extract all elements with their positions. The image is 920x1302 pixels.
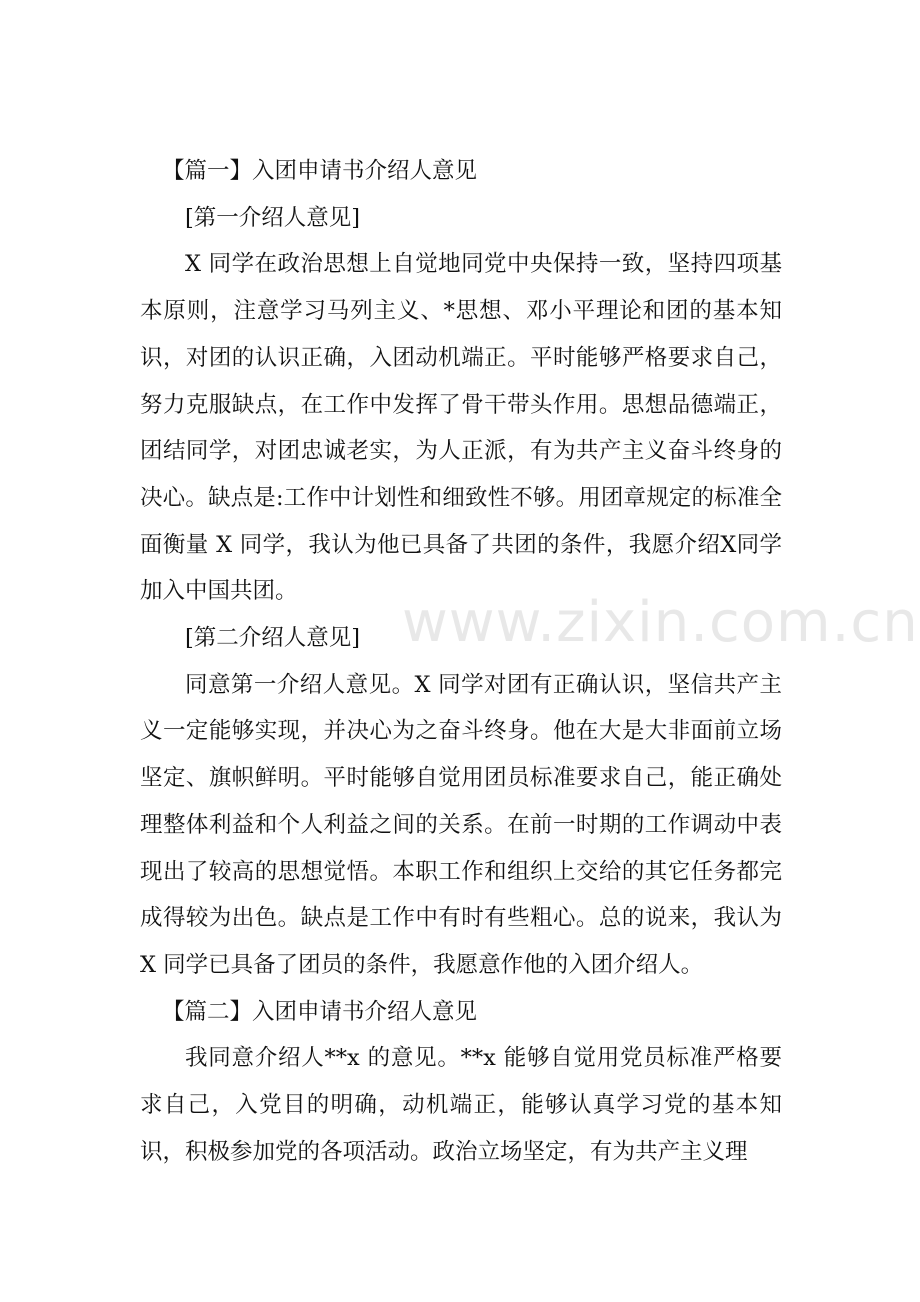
subheading-first-sponsor: [第一介绍人意见] bbox=[185, 204, 361, 231]
site-watermark: www.zixin.com.cn bbox=[402, 590, 919, 655]
section-heading-1: 【篇一】入团申请书介绍人意见 bbox=[162, 158, 478, 184]
section-heading-2: 【篇二】入团申请书介绍人意见 bbox=[162, 998, 478, 1025]
paragraph-second-sponsor-opinion: 同意第一介绍人意见。X 同学对团有正确认识，坚信共产主义一定能够实现，并决心为之奋斗终身。他在大是大非面前立场坚定、旗帜鲜明。平时能够自觉用团员标准要求自己，能正确处理整体利益和个人利益之间的关系。在前一时期的工作调动中表现出了较高的思想觉悟。本职工作和组织上交给的其它任务都完成得较为出色。缺点是工作中有时有些粗心。总的说来，我认为 X 同学已具备了团员的条件，我愿意作他的入团介绍人。 bbox=[140, 671, 782, 978]
paragraph-first-sponsor-opinion: X 同学在政治思想上自觉地同党中央保持一致，坚持四项基本原则，注意学习马列主义、*思想、邓小平理论和团的基本知识，对团的认识正确，入团动机端正。平时能够严格要求自己，努力克服缺点，在工作中发挥了骨干带头作用。思想品德端正，团结同学，对团忠诚老实，为人正派，有为共产主义奋斗终身的决心。缺点是:工作中计划性和细致性不够。用团章规定的标准全面衡量 X 同学，我认为他已具备了共团的条件，我愿介绍X同学加入中国共团。 bbox=[140, 251, 782, 605]
subheading-second-sponsor: [第二介绍人意见] bbox=[185, 625, 361, 652]
paragraph-section-2-opinion: 我同意介绍人**x 的意见。**x 能够自觉用党员标准严格要求自己，入党目的明确，动机端正，能够认真学习党的基本知识，积极参加党的各项活动。政治立场坚定，有为共产主义理 bbox=[140, 1045, 782, 1165]
document-body bbox=[140, 148, 782, 1175]
